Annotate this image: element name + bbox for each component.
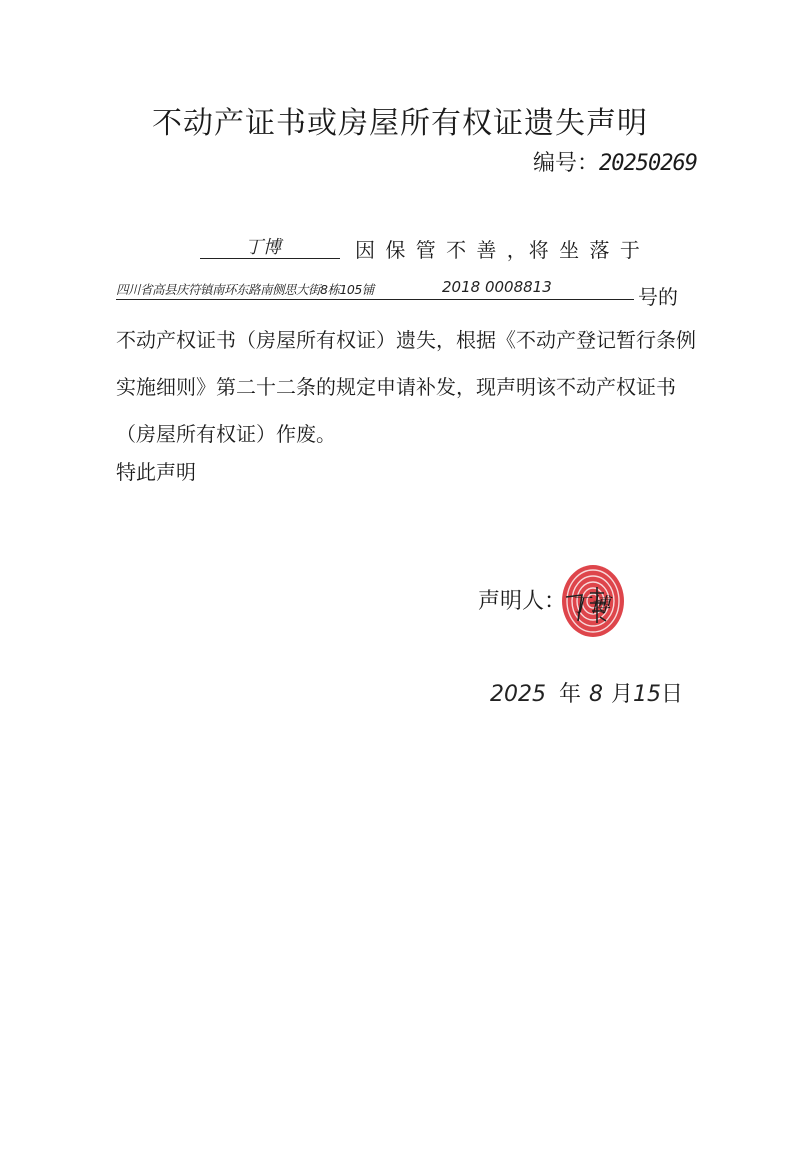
date-month: 8 [589, 682, 604, 707]
serial-label: 编号： [533, 151, 600, 176]
claimant-name: 丁博 [245, 237, 281, 258]
property-address: 四川省高县庆符镇南环东路南侧思大街8栋105铺 [116, 282, 374, 297]
serial-number [533, 146, 697, 177]
statement-line-2-suffix: 号的 [638, 285, 678, 309]
date-day-unit: 日 [661, 682, 684, 707]
declaration-date [490, 677, 683, 708]
address-underline [116, 299, 634, 300]
serial-value: 20250269 [599, 151, 697, 176]
closing-text: 特此声明 [116, 460, 196, 484]
date-year-unit: 年 [559, 682, 582, 707]
statement-line-1: 因 保 管 不 善 ，将 坐 落 于 [355, 238, 642, 262]
date-year: 2025 [490, 682, 546, 707]
declarant-signature: 丁博 [570, 593, 610, 617]
statement-paragraph: 不动产权证书（房屋所有权证）遗失，根据《不动产登记暂行条例实施细则》第二十二条的规定申请补发，现声明该不动产权证书（房屋所有权证）作废。 [116, 328, 696, 446]
date-month-unit: 月 [611, 682, 634, 707]
date-day: 15 [633, 682, 662, 707]
certificate-number: 2018 0008813 [442, 278, 552, 296]
declarant-label: 声明人： [478, 589, 567, 614]
declarant [478, 584, 566, 615]
document-title: 不动产证书或房屋所有权证遗失声明 [152, 106, 648, 141]
